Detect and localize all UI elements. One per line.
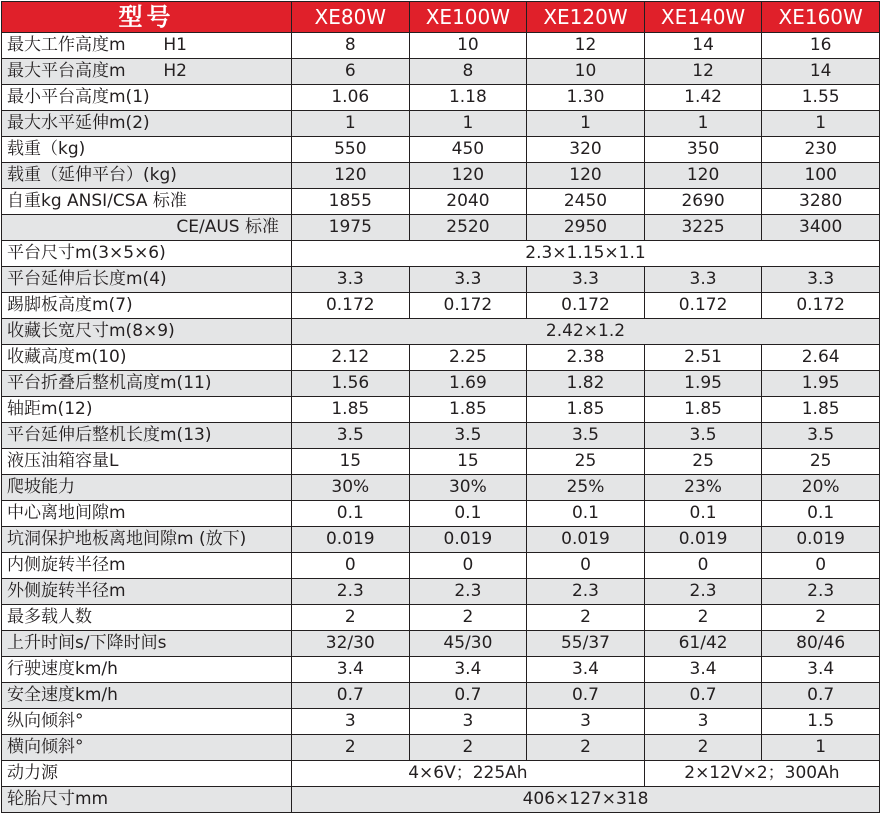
spec-value: 120 (644, 163, 762, 189)
spec-value: 1.85 (762, 397, 880, 423)
spec-label: 收藏长宽尺寸m(8×9) (2, 319, 292, 345)
spec-value: 14 (762, 59, 880, 85)
table-row (2, 293, 880, 319)
spec-value: 0 (762, 553, 880, 579)
spec-value: 1855 (292, 189, 410, 215)
spec-value: 3.3 (644, 267, 762, 293)
spec-value: 0.172 (762, 293, 880, 319)
table-row (2, 657, 880, 683)
spec-value: 20% (762, 475, 880, 501)
spec-value: 3 (409, 709, 527, 735)
table-row (2, 735, 880, 761)
spec-value: 0.019 (644, 527, 762, 553)
spec-value: 0.172 (644, 293, 762, 319)
spec-label: 自重kg ANSI/CSA 标准 (2, 189, 292, 215)
spec-value: 2 (644, 735, 762, 761)
spec-label: 最大工作高度m H1 (2, 33, 292, 59)
table-row (2, 163, 880, 189)
spec-value: 0 (409, 553, 527, 579)
table-row (2, 397, 880, 423)
spec-value: 3 (644, 709, 762, 735)
spec-value: 0.7 (644, 683, 762, 709)
spec-value: 25 (644, 449, 762, 475)
spec-value: 2 (527, 735, 645, 761)
spec-value: 350 (644, 137, 762, 163)
table-row (2, 85, 880, 111)
table-row (2, 241, 880, 267)
spec-value: 2 (409, 735, 527, 761)
model-column-header: XE120W (527, 2, 645, 33)
spec-value: 3.5 (409, 423, 527, 449)
spec-value: 25 (762, 449, 880, 475)
spec-label: 行驶速度km/h (2, 657, 292, 683)
spec-label: 载重（kg) (2, 137, 292, 163)
spec-value-merged: 406×127×318 (292, 787, 880, 813)
table-row (2, 215, 880, 241)
spec-value: 30% (292, 475, 410, 501)
spec-value: 2 (644, 605, 762, 631)
table-row (2, 527, 880, 553)
spec-value: 0.7 (409, 683, 527, 709)
spec-label: 动力源 (2, 761, 292, 787)
table-row (2, 423, 880, 449)
model-column-header: XE100W (409, 2, 527, 33)
spec-label: 纵向倾斜° (2, 709, 292, 735)
spec-value: 3.5 (762, 423, 880, 449)
table-row (2, 501, 880, 527)
spec-value: 30% (409, 475, 527, 501)
spec-value-group: 4×6V；225Ah (292, 761, 645, 787)
spec-value: 2.3 (409, 579, 527, 605)
spec-value: 120 (292, 163, 410, 189)
spec-value: 0.019 (527, 527, 645, 553)
spec-value: 25 (527, 449, 645, 475)
table-row (2, 137, 880, 163)
spec-value: 23% (644, 475, 762, 501)
spec-value: 3.5 (644, 423, 762, 449)
spec-value: 1 (292, 111, 410, 137)
spec-value: 2 (292, 605, 410, 631)
spec-value: 2 (527, 605, 645, 631)
spec-label: 最大水平延伸m(2) (2, 111, 292, 137)
spec-value: 25% (527, 475, 645, 501)
spec-value: 10 (527, 59, 645, 85)
spec-label: 最多载人数 (2, 605, 292, 631)
spec-value: 3 (527, 709, 645, 735)
table-row (2, 709, 880, 735)
spec-label: 最大平台高度m H2 (2, 59, 292, 85)
spec-value: 0 (644, 553, 762, 579)
spec-label: 上升时间s/下降时间s (2, 631, 292, 657)
spec-label: 坑洞保护地板离地间隙m (放下) (2, 527, 292, 553)
spec-value: 2450 (527, 189, 645, 215)
spec-value: 1.5 (762, 709, 880, 735)
table-row (2, 33, 880, 59)
spec-value: 10 (409, 33, 527, 59)
spec-value: 1.06 (292, 85, 410, 111)
spec-value: 2.3 (527, 579, 645, 605)
table-row (2, 59, 880, 85)
spec-value: 120 (409, 163, 527, 189)
spec-value: 2690 (644, 189, 762, 215)
spec-table-body (2, 33, 880, 813)
spec-value: 8 (292, 33, 410, 59)
spec-value: 0.1 (762, 501, 880, 527)
spec-value: 2 (292, 735, 410, 761)
table-row (2, 371, 880, 397)
spec-value: 1.55 (762, 85, 880, 111)
spec-value: 2.38 (527, 345, 645, 371)
table-row (2, 579, 880, 605)
table-row (2, 787, 880, 813)
spec-value: 1975 (292, 215, 410, 241)
spec-label: 最小平台高度m(1) (2, 85, 292, 111)
spec-value: 100 (762, 163, 880, 189)
spec-value: 120 (527, 163, 645, 189)
spec-value: 550 (292, 137, 410, 163)
table-row (2, 449, 880, 475)
spec-value: 3.3 (527, 267, 645, 293)
spec-value: 3.3 (762, 267, 880, 293)
table-row (2, 189, 880, 215)
spec-value: 0.019 (292, 527, 410, 553)
spec-value: 0.172 (527, 293, 645, 319)
spec-value: 1.95 (644, 371, 762, 397)
spec-value-group: 2×12V×2；300Ah (644, 761, 879, 787)
spec-label: 内侧旋转半径m (2, 553, 292, 579)
spec-value: 55/37 (527, 631, 645, 657)
spec-value: 12 (527, 33, 645, 59)
spec-value: 2.25 (409, 345, 527, 371)
spec-value: 8 (409, 59, 527, 85)
spec-value: 0.019 (762, 527, 880, 553)
spec-value: 3 (292, 709, 410, 735)
spec-label: 横向倾斜° (2, 735, 292, 761)
spec-value: 1.85 (292, 397, 410, 423)
spec-value: 2.3 (292, 579, 410, 605)
spec-value: 2 (762, 605, 880, 631)
spec-value: 3225 (644, 215, 762, 241)
spec-value: 2040 (409, 189, 527, 215)
spec-label: 爬坡能力 (2, 475, 292, 501)
spec-value: 3.5 (527, 423, 645, 449)
spec-value: 2520 (409, 215, 527, 241)
spec-value: 3.4 (409, 657, 527, 683)
spec-value: 61/42 (644, 631, 762, 657)
spec-value: 0.1 (292, 501, 410, 527)
spec-value: 2.3 (644, 579, 762, 605)
spec-value: 3.4 (527, 657, 645, 683)
spec-label: 轮胎尺寸mm (2, 787, 292, 813)
spec-value: 1.85 (409, 397, 527, 423)
header-row (2, 2, 880, 33)
spec-value: 0.1 (644, 501, 762, 527)
table-row (2, 605, 880, 631)
spec-value: 1 (527, 111, 645, 137)
spec-value: 1.42 (644, 85, 762, 111)
spec-value: 0.7 (762, 683, 880, 709)
spec-value: 80/46 (762, 631, 880, 657)
spec-label: 踢脚板高度m(7) (2, 293, 292, 319)
spec-value: 2.3 (762, 579, 880, 605)
spec-value-merged: 2.42×1.2 (292, 319, 880, 345)
spec-label: 平台折叠后整机高度m(11) (2, 371, 292, 397)
spec-value: 1.18 (409, 85, 527, 111)
spec-value: 0.7 (527, 683, 645, 709)
spec-label: 平台延伸后整机长度m(13) (2, 423, 292, 449)
spec-value: 2.64 (762, 345, 880, 371)
spec-value: 450 (409, 137, 527, 163)
spec-value: 3280 (762, 189, 880, 215)
spec-value: 1.30 (527, 85, 645, 111)
spec-value: 3.4 (644, 657, 762, 683)
spec-value: 1 (762, 735, 880, 761)
spec-value: 3.4 (762, 657, 880, 683)
spec-value: 0.7 (292, 683, 410, 709)
spec-value: 0.172 (409, 293, 527, 319)
spec-label: 外侧旋转半径m (2, 579, 292, 605)
spec-value: 0.019 (409, 527, 527, 553)
table-row (2, 319, 880, 345)
table-row (2, 345, 880, 371)
spec-value: 15 (409, 449, 527, 475)
model-column-header: XE80W (292, 2, 410, 33)
model-column-header: XE140W (644, 2, 762, 33)
spec-value: 12 (644, 59, 762, 85)
spec-value: 1.95 (762, 371, 880, 397)
spec-value: 0.1 (409, 501, 527, 527)
spec-value: 230 (762, 137, 880, 163)
spec-value: 1.69 (409, 371, 527, 397)
table-row (2, 761, 880, 787)
spec-value: 2.12 (292, 345, 410, 371)
table-row (2, 111, 880, 137)
spec-value: 1.85 (644, 397, 762, 423)
model-column-header: XE160W (762, 2, 880, 33)
spec-value: 3.3 (292, 267, 410, 293)
spec-table (1, 1, 880, 813)
spec-value: 16 (762, 33, 880, 59)
spec-value: 0 (527, 553, 645, 579)
table-row (2, 267, 880, 293)
spec-label: 中心离地间隙m (2, 501, 292, 527)
spec-value: 1.85 (527, 397, 645, 423)
spec-value: 3.5 (292, 423, 410, 449)
spec-label: 液压油箱容量L (2, 449, 292, 475)
spec-value: 320 (527, 137, 645, 163)
spec-label: 平台延伸后长度m(4) (2, 267, 292, 293)
model-header: 型号 (2, 2, 292, 33)
spec-value: 1 (644, 111, 762, 137)
spec-value: 2.51 (644, 345, 762, 371)
table-row (2, 631, 880, 657)
spec-label: 平台尺寸m(3×5×6) (2, 241, 292, 267)
spec-value: 1.82 (527, 371, 645, 397)
spec-value: 15 (292, 449, 410, 475)
spec-value: 0.1 (527, 501, 645, 527)
spec-value: 1 (409, 111, 527, 137)
spec-value: 14 (644, 33, 762, 59)
spec-value: 0.172 (292, 293, 410, 319)
spec-value: 2950 (527, 215, 645, 241)
spec-value: 32/30 (292, 631, 410, 657)
spec-value: 45/30 (409, 631, 527, 657)
table-row (2, 683, 880, 709)
spec-value: 3.4 (292, 657, 410, 683)
spec-value: 3400 (762, 215, 880, 241)
spec-label: 安全速度km/h (2, 683, 292, 709)
spec-value-merged: 2.3×1.15×1.1 (292, 241, 880, 267)
spec-label: 收藏高度m(10) (2, 345, 292, 371)
spec-label: CE/AUS 标准 (2, 215, 292, 241)
table-row (2, 475, 880, 501)
spec-value: 2 (409, 605, 527, 631)
spec-label: 轴距m(12) (2, 397, 292, 423)
table-row (2, 553, 880, 579)
spec-value: 0 (292, 553, 410, 579)
spec-value: 6 (292, 59, 410, 85)
spec-value: 1.56 (292, 371, 410, 397)
spec-value: 1 (762, 111, 880, 137)
spec-label: 载重（延伸平台）(kg) (2, 163, 292, 189)
spec-value: 3.3 (409, 267, 527, 293)
